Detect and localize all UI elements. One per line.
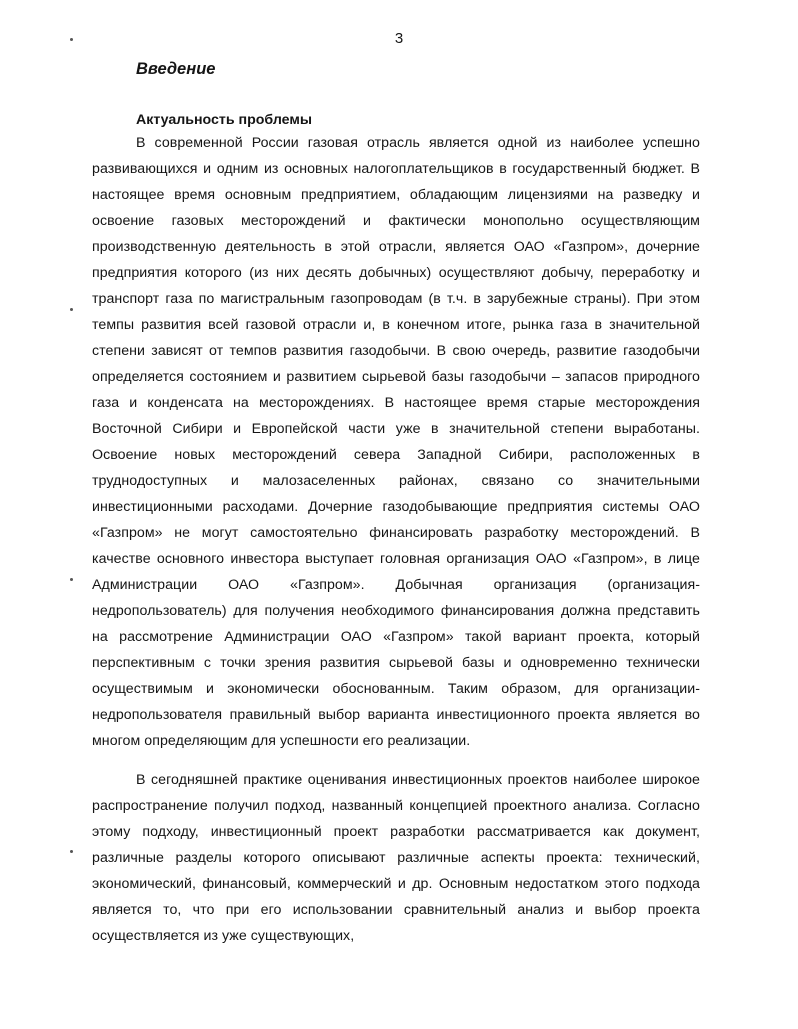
- body-text: [92, 130, 700, 949]
- scan-speck: [70, 38, 73, 41]
- section-title: Введение: [136, 60, 216, 78]
- paragraph: В современной России газовая отрасль является одной из наиболее успешно развивающихся и одним из основных налогоплательщиков в государственный бюджет. В настоящее время основным предприятием, обладающим лицензиями на разведку и освоение газовых месторождений и фактически монопольно осуществляющим производственную деятельность в этой отрасли, является ОАО «Газпром», дочерние предприятия которого (из них десять добычных) осуществляют добычу, переработку и транспорт газа по магистральным газопроводам (в т.ч. в зарубежные страны). При этом темпы развития всей газовой отрасли и, в конечном итоге, рынка газа в значительной степени зависят от темпов развития газодобычи. В свою очередь, развитие газодобычи определяется состоянием и развитием сырьевой базы газодобычи – запасов природного газа и конденсата на месторождениях. В настоящее время старые месторождения Восточной Сибири и Европейской части уже в значительной степени выработаны. Освоение новых месторождений севера Западной Сибири, расположенных в труднодоступных и малозаселенных районах, связано со значительными инвестиционными расходами. Дочерние газодобывающие предприятия системы ОАО «Газпром» не могут самостоятельно финансировать разработку месторождений. В качестве основного инвестора выступает головная организация ОАО «Газпром», в лице Администрации ОАО «Газпром». Добычная организация (организация-недропользователь) для получения необходимого финансирования должна представить на рассмотрение Администрации ОАО «Газпром» такой вариант проекта, который перспективным с точки зрения развития сырьевой базы и одновременно технически осуществимым и экономически обоснованным. Таким образом, для организации-недропользователя правильный выбор варианта инвестиционного проекта является во многом определяющим для успешности его реализации.: [92, 135, 700, 749]
- page-number: 3: [394, 30, 404, 47]
- scan-speck: [70, 850, 73, 853]
- scan-speck: [70, 308, 73, 311]
- paragraph: В сегодняшней практике оценивания инвестиционных проектов наиболее широкое распространение получил подход, названный концепцией проектного анализа. Согласно этому подходу, инвестиционный проект разработки рассматривается как документ, различные разделы которого описывают различные аспекты проекта: технический, экономический, финансовый, коммерческий и др. Основным недостатком этого подхода является то, что при его использовании сравнительный анализ и выбор проекта осуществляется из уже существующих,: [92, 772, 700, 944]
- subheading: Актуальность проблемы: [136, 112, 312, 128]
- scan-speck: [70, 578, 73, 581]
